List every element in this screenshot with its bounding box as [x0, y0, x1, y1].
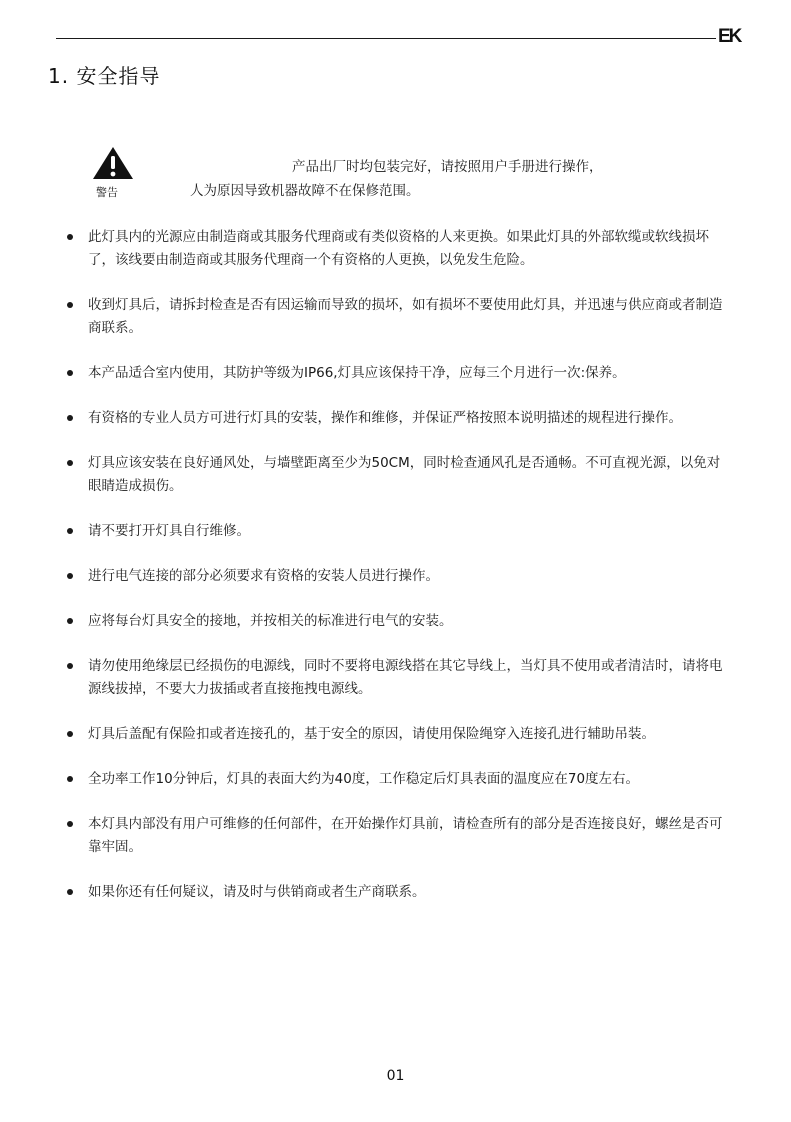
list-item	[64, 565, 726, 588]
list-item-text: 进行电气连接的部分必须要求有资格的安装人员进行操作。	[88, 568, 439, 584]
list-item-text: 灯具后盖配有保险扣或者连接孔的，基于安全的原因，请使用保险绳穿入连接孔进行辅助吊装。	[88, 726, 655, 742]
list-item	[64, 452, 726, 498]
list-item-text: 全功率工作10分钟后，灯具的表面大约为40度，工作稳定后灯具表面的温度应在70度左右。	[88, 771, 640, 787]
warning-triangle-icon	[92, 146, 134, 180]
warning-label: 警告	[96, 186, 118, 199]
brand-logo: EK	[718, 26, 741, 47]
bullet-dot-icon	[67, 460, 73, 466]
list-item	[64, 520, 726, 543]
list-item-text: 本产品适合室内使用，其防护等级为IP66,灯具应该保持干净，应每三个月进行一次:保养。	[88, 365, 626, 381]
bullet-dot-icon	[67, 573, 73, 579]
bullet-dot-icon	[67, 889, 73, 895]
list-item	[64, 226, 726, 272]
bullet-dot-icon	[67, 731, 73, 737]
bullet-dot-icon	[67, 528, 73, 534]
list-item	[64, 610, 726, 633]
list-item-text: 请不要打开灯具自行维修。	[88, 523, 250, 539]
list-item-text: 灯具应该安装在良好通风处，与墙壁距离至少为50CM，同时检查通风孔是否通畅。不可直视光源，以免对眼睛造成损伤。	[88, 455, 721, 494]
list-item	[64, 723, 726, 746]
list-item-text: 请勿使用绝缘层已经损伤的电源线，同时不要将电源线搭在其它导线上，当灯具不使用或者清洁时，请将电源线拔掉，不要大力拔插或者直接拖拽电源线。	[88, 658, 723, 697]
warning-notice	[82, 146, 722, 206]
bullet-dot-icon	[67, 776, 73, 782]
list-item	[64, 881, 726, 904]
bullet-dot-icon	[67, 663, 73, 669]
bullet-dot-icon	[67, 234, 73, 240]
list-item	[64, 655, 726, 701]
bullet-dot-icon	[67, 415, 73, 421]
warning-text-line-2: 人为原因导致机器故障不在保修范围。	[190, 183, 420, 199]
list-item-text: 应将每台灯具安全的接地，并按相关的标准进行电气的安装。	[88, 613, 453, 629]
section-title: 1. 安全指导	[48, 64, 161, 88]
list-item-text: 有资格的专业人员方可进行灯具的安装，操作和维修，并保证严格按照本说明描述的规程进行操作。	[88, 410, 682, 426]
warning-text-line-1: 产品出厂时均包装完好，请按照用户手册进行操作，	[292, 159, 603, 175]
safety-instructions-list	[64, 226, 726, 926]
bullet-dot-icon	[67, 370, 73, 376]
page-number: 01	[386, 1068, 405, 1084]
list-item	[64, 407, 726, 430]
list-item	[64, 294, 726, 340]
bullet-dot-icon	[67, 618, 73, 624]
header-rule	[56, 38, 716, 39]
list-item	[64, 813, 726, 859]
bullet-dot-icon	[67, 302, 73, 308]
bullet-dot-icon	[67, 821, 73, 827]
list-item-text: 如果你还有任何疑议，请及时与供销商或者生产商联系。	[88, 884, 426, 900]
list-item	[64, 362, 726, 385]
list-item	[64, 768, 726, 791]
list-item-text: 收到灯具后，请拆封检查是否有因运输而导致的损坏，如有损坏不要使用此灯具，并迅速与供应商或者制造商联系。	[88, 297, 723, 336]
list-item-text: 本灯具内部没有用户可维修的任何部件，在开始操作灯具前，请检查所有的部分是否连接良好，螺丝是否可靠牢固。	[88, 816, 723, 855]
list-item-text: 此灯具内的光源应由制造商或其服务代理商或有类似资格的人来更换。如果此灯具的外部软缆或软线损坏了，该线要由制造商或其服务代理商一个有资格的人更换，以免发生危险。	[88, 229, 709, 268]
